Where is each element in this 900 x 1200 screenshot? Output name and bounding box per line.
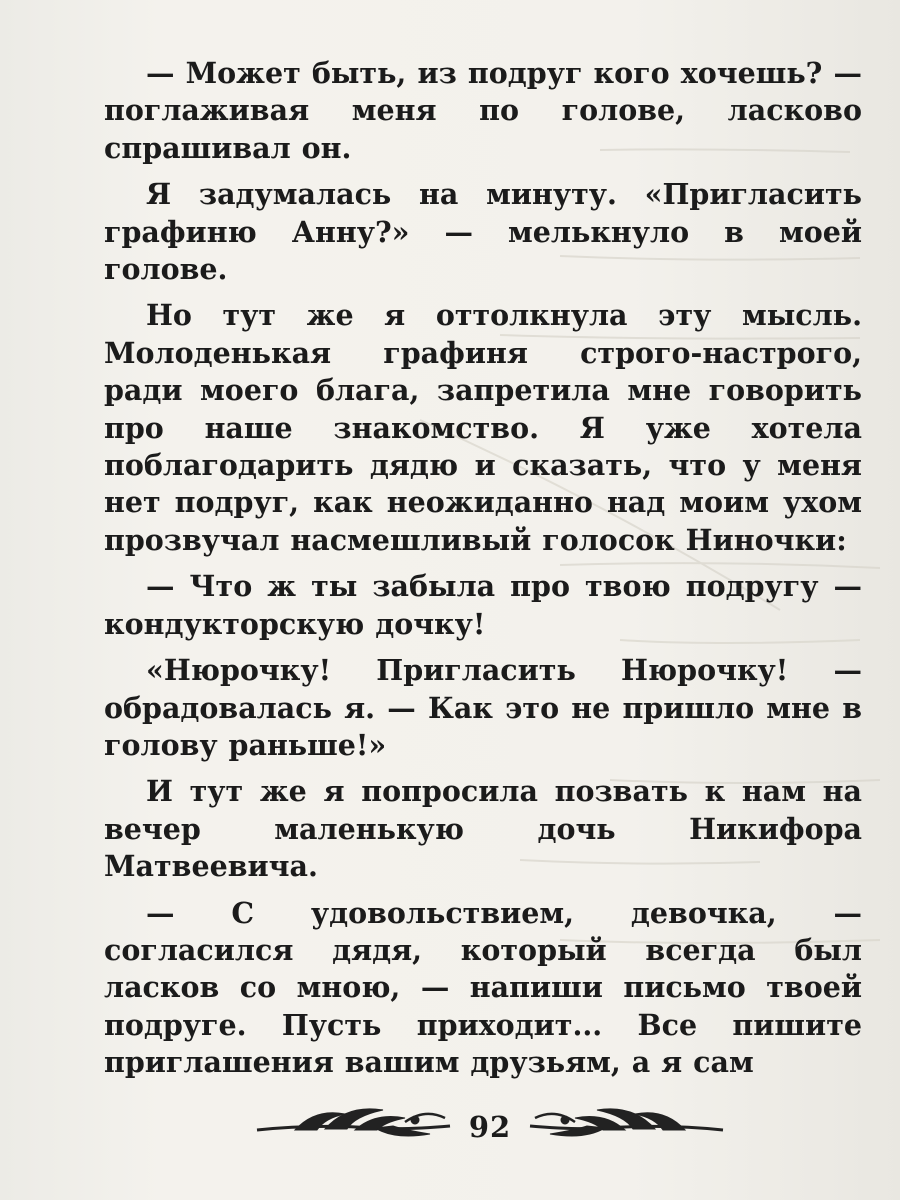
page-footer: [255, 1092, 725, 1152]
page-number: 92: [468, 1110, 512, 1144]
paragraph-4: — Что ж ты забыла про твою подругу — кондукторскую дочку!: [104, 569, 862, 641]
paragraph-6: И тут же я попросила позвать к нам на вечер маленькую дочь Никифора Матвеевича.: [104, 774, 862, 884]
paragraph-2: Я задумалась на минуту. «Пригласить графиню Анну?» — мелькнуло в моей голове.: [104, 177, 862, 287]
paragraph-5: «Нюрочку! Пригласить Нюрочку! — обрадовалась я. — Как это не пришло мне в голову раньше!»: [104, 653, 862, 762]
paragraph-3: Но тут же я оттолкнула эту мысль. Молоденькая графиня строго-настрого, ради моего блага, запретила мне говорить про наше знакомство. Я уже хотела поблагодарить дядю и сказать, что у меня нет подруг, как неожиданно над моим ухом прозвучал насмешливый голосок Ниночки:: [104, 298, 862, 557]
ornament-right-icon: [525, 1100, 725, 1144]
paragraph-1: — Может быть, из подруг кого хочешь? — поглаживая меня по голове, ласково спрашивал он.: [104, 56, 862, 165]
body-text: [104, 55, 862, 1091]
paragraph-7: — С удовольствием, девочка, — согласился дядя, который всегда был ласков со мною, — напиши письмо твоей подруге. Пусть приходит... Все пишите приглашения вашим друзьям, а я сам: [104, 895, 862, 1080]
